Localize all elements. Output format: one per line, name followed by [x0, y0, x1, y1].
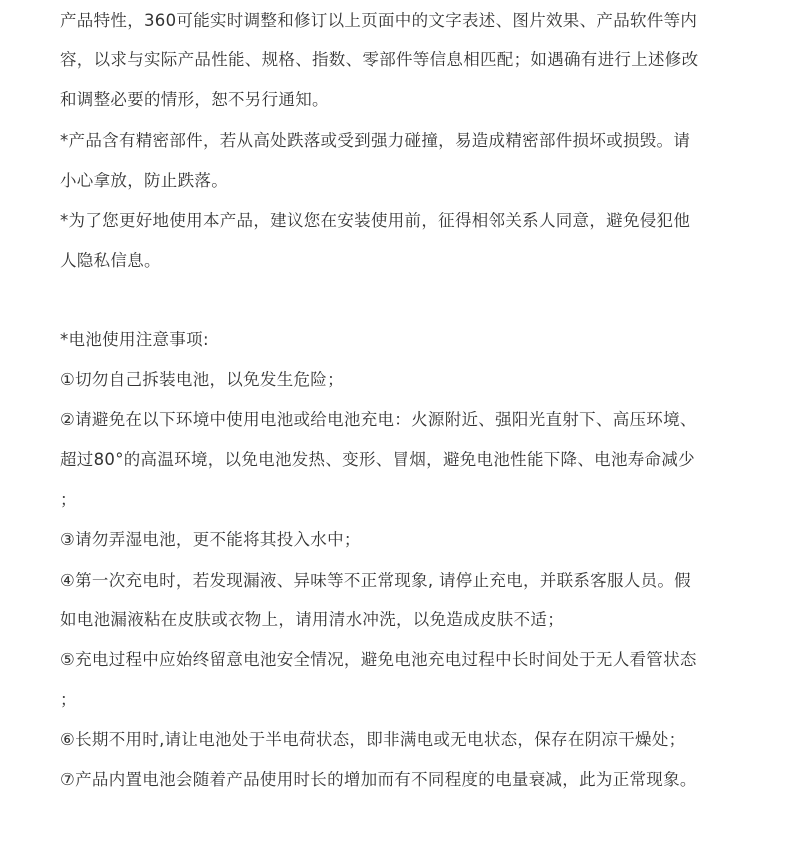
- note-drop-line-2: 小心拿放，防止跌落。: [60, 171, 228, 190]
- battery-item-6: ⑥长期不用时,请让电池处于半电荷状态，即非满电或无电状态，保存在阴凉干燥处；: [60, 730, 686, 749]
- note-privacy-line-2: 人隐私信息。: [60, 251, 161, 270]
- battery-heading: *电池使用注意事项:: [60, 330, 209, 349]
- battery-item-2-line-1: ②请避免在以下环境中使用电池或给电池充电：火源附近、强阳光直射下、高压环境、: [60, 410, 697, 429]
- battery-item-7: ⑦产品内置电池会随着产品使用时长的增加而有不同程度的电量衰减，此为正常现象。: [60, 770, 697, 789]
- battery-item-5-line-1: ⑤充电过程中应始终留意电池安全情况，避免电池充电过程中长时间处于无人看管状态: [60, 650, 697, 669]
- battery-item-3: ③请勿弄湿电池，更不能将其投入水中；: [60, 530, 361, 549]
- note-drop-line-1: *产品含有精密部件，若从高处跌落或受到强力碰撞，易造成精密部件损坏或损毁。请: [60, 131, 691, 150]
- note-privacy-line-1: *为了您更好地使用本产品，建议您在安装使用前，征得相邻关系人同意，避免侵犯他: [60, 211, 691, 230]
- intro-line-2: 容，以求与实际产品性能、规格、指数、零部件等信息相匹配；如遇确有进行上述修改: [60, 50, 699, 69]
- battery-item-5-line-2: ；: [60, 690, 77, 709]
- battery-item-4-line-1: ④第一次充电时，若发现漏液、异味等不正常现象, 请停止充电，并联系客服人员。假: [60, 571, 691, 590]
- battery-item-4-line-2: 如电池漏液粘在皮肤或衣物上，请用清水冲洗，以免造成皮肤不适；: [60, 610, 564, 629]
- intro-line-1: 产品特性，360可能实时调整和修订以上页面中的文字表述、图片效果、产品软件等内: [60, 11, 698, 30]
- battery-item-2-line-2: 超过80°的高温环境，以免电池发热、变形、冒烟，避免电池性能下降、电池寿命减少: [60, 450, 695, 469]
- battery-item-2-line-3: ；: [60, 490, 77, 509]
- intro-line-3: 和调整必要的情形，恕不另行通知。: [60, 90, 329, 109]
- battery-item-1: ①切勿自己拆装电池，以免发生危险；: [60, 370, 344, 389]
